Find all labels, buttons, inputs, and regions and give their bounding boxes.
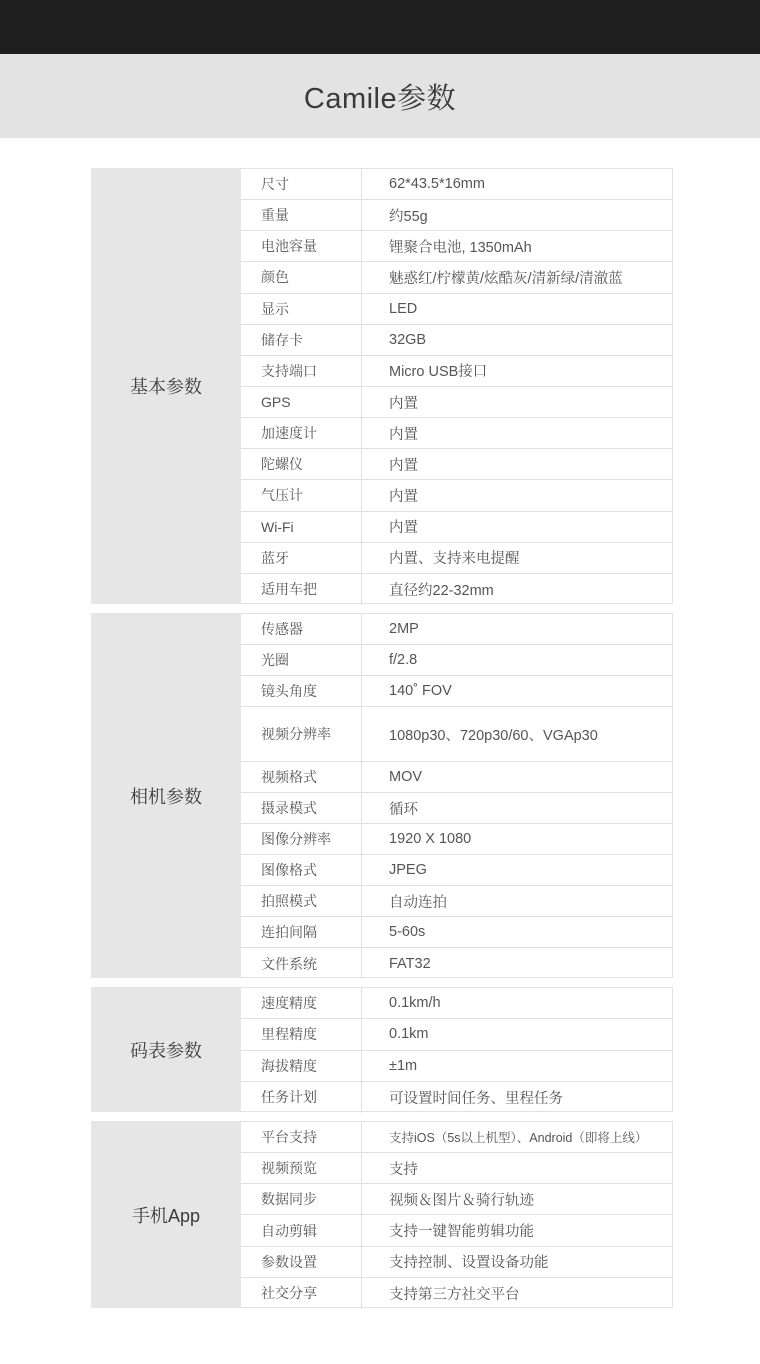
spec-key: 适用车把 — [241, 574, 362, 605]
spec-section — [91, 987, 674, 1112]
section-label: 相机参数 — [91, 613, 241, 978]
spec-key: 拍照模式 — [241, 886, 362, 916]
spec-key: 储存卡 — [241, 325, 362, 355]
spec-row — [241, 917, 672, 948]
spec-key: 重量 — [241, 200, 362, 230]
spec-key: GPS — [241, 387, 362, 417]
spec-key: 气压计 — [241, 480, 362, 510]
spec-key: 文件系统 — [241, 948, 362, 979]
spec-rows — [241, 613, 673, 978]
spec-value: 5-60s — [389, 924, 426, 940]
spec-value: f/2.8 — [389, 652, 418, 668]
spec-row — [241, 824, 672, 855]
spec-value: 可设置时间任务、里程任务 — [389, 1090, 563, 1107]
spec-value: 内置 — [389, 488, 418, 505]
spec-rows — [241, 987, 673, 1112]
spec-key: 显示 — [241, 294, 362, 324]
spec-key: 海拔精度 — [241, 1051, 362, 1081]
spec-rows — [241, 168, 673, 604]
spec-key: 颜色 — [241, 262, 362, 292]
spec-key: 平台支持 — [241, 1122, 362, 1152]
spec-key: 传感器 — [241, 614, 362, 644]
spec-row — [241, 169, 672, 200]
spec-row — [241, 543, 672, 574]
spec-row — [241, 762, 672, 793]
spec-value: 内置 — [389, 426, 418, 443]
spec-key: 尺寸 — [241, 169, 362, 199]
spec-row — [241, 645, 672, 676]
spec-key: 自动剪辑 — [241, 1215, 362, 1245]
spec-value: 32GB — [389, 331, 427, 348]
spec-value: 内置 — [389, 520, 418, 537]
spec-value: 魅惑红/柠檬黄/炫酷灰/清新绿/清澈蓝 — [389, 270, 623, 287]
top-bar — [0, 0, 760, 54]
spec-value: 0.1km — [389, 1026, 429, 1043]
section-label: 手机App — [91, 1121, 241, 1308]
spec-row — [241, 1215, 672, 1246]
spec-key: 图像格式 — [241, 855, 362, 885]
spec-value: MOV — [389, 769, 423, 785]
spec-value: 1080p30、720p30/60、VGAp30 — [389, 727, 598, 744]
spec-row — [241, 1051, 672, 1082]
spec-key: 视频格式 — [241, 762, 362, 792]
spec-value: 循环 — [389, 801, 418, 818]
spec-row — [241, 793, 672, 824]
spec-row — [241, 886, 672, 917]
spec-row — [241, 1184, 672, 1215]
spec-row — [241, 356, 672, 387]
spec-value: 约55g — [389, 208, 428, 225]
section-label: 码表参数 — [91, 987, 241, 1112]
spec-key: 摄录模式 — [241, 793, 362, 823]
spec-row — [241, 676, 672, 707]
title-band — [0, 54, 760, 138]
spec-value: 140˚ FOV — [389, 683, 452, 699]
spec-value: 内置 — [389, 457, 418, 474]
spec-row — [241, 707, 672, 762]
spec-value: FAT32 — [389, 955, 431, 972]
spec-key: 图像分辨率 — [241, 824, 362, 854]
spec-value: 直径约22-32mm — [389, 582, 494, 599]
spec-key: 速度精度 — [241, 988, 362, 1018]
spec-value: LED — [389, 300, 418, 317]
spec-row — [241, 480, 672, 511]
spec-value: 支持iOS（5s以上机型）、Android（即将上线） — [389, 1131, 648, 1146]
spec-row — [241, 1019, 672, 1050]
spec-key: 镜头角度 — [241, 676, 362, 706]
spec-value: 支持控制、设置设备功能 — [389, 1255, 549, 1272]
spec-key: 连拍间隔 — [241, 917, 362, 947]
page-title: Camile参数 — [303, 82, 457, 115]
spec-key: 光圈 — [241, 645, 362, 675]
spec-key: 支持端口 — [241, 356, 362, 386]
spec-key: 蓝牙 — [241, 543, 362, 573]
spec-row — [241, 1153, 672, 1184]
spec-value: JPEG — [389, 862, 427, 878]
spec-value: 0.1km/h — [389, 995, 441, 1012]
spec-value: 自动连拍 — [389, 894, 447, 911]
spec-row — [241, 231, 672, 262]
spec-row — [241, 387, 672, 418]
spec-key: Wi-Fi — [241, 512, 362, 542]
spec-row — [241, 948, 672, 979]
spec-row — [241, 614, 672, 645]
spec-section — [91, 1121, 674, 1308]
spec-row — [241, 855, 672, 886]
spec-value: 支持 — [389, 1161, 418, 1178]
spec-value: 支持一键智能剪辑功能 — [389, 1224, 534, 1241]
spec-key: 里程精度 — [241, 1019, 362, 1049]
spec-key: 任务计划 — [241, 1082, 362, 1113]
spec-value: 62*43.5*16mm — [389, 176, 485, 193]
spec-row — [241, 262, 672, 293]
spec-section — [91, 613, 674, 978]
spec-row — [241, 325, 672, 356]
section-label: 基本参数 — [91, 168, 241, 604]
spec-key: 视频分辨率 — [241, 707, 362, 761]
spec-row — [241, 988, 672, 1019]
spec-row — [241, 1122, 672, 1153]
spec-row — [241, 200, 672, 231]
spec-value: 1920 X 1080 — [389, 831, 472, 847]
spec-value: Micro USB接口 — [389, 364, 488, 381]
spec-value: 锂聚合电池, 1350mAh — [389, 239, 532, 256]
spec-rows — [241, 1121, 673, 1308]
spec-row — [241, 512, 672, 543]
spec-tables — [0, 138, 760, 1338]
spec-value: ±1m — [389, 1057, 418, 1074]
spec-value: 支持第三方社交平台 — [389, 1286, 520, 1303]
spec-row — [241, 574, 672, 605]
spec-value: 视频＆图片＆骑行轨迹 — [389, 1192, 534, 1209]
spec-value: 2MP — [389, 621, 419, 637]
spec-value: 内置 — [389, 395, 418, 412]
spec-row — [241, 418, 672, 449]
spec-row — [241, 1278, 672, 1309]
spec-key: 视频预览 — [241, 1153, 362, 1183]
spec-value: 内置、支持来电提醒 — [389, 551, 520, 568]
spec-row — [241, 1082, 672, 1113]
spec-key: 陀螺仪 — [241, 449, 362, 479]
spec-key: 参数设置 — [241, 1247, 362, 1277]
spec-key: 数据同步 — [241, 1184, 362, 1214]
spec-row — [241, 449, 672, 480]
spec-key: 加速度计 — [241, 418, 362, 448]
spec-row — [241, 1247, 672, 1278]
spec-key: 社交分享 — [241, 1278, 362, 1309]
spec-section — [91, 168, 674, 604]
spec-key: 电池容量 — [241, 231, 362, 261]
spec-row — [241, 294, 672, 325]
